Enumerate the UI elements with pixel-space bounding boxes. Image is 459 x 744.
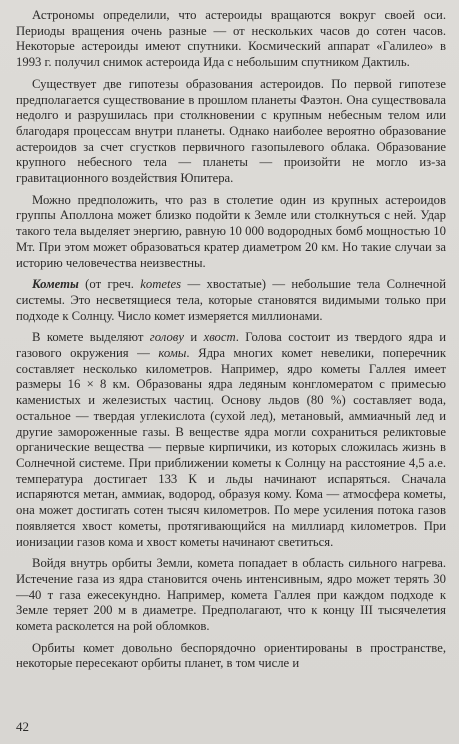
- text-content: [16, 8, 446, 672]
- paragraph-text: — хвостатые) — небольшие тела Солнечной системы. Это несветящиеся тела, которые становятся видимыми только при подходе к Солнцу. Число комет измеряется миллионами.: [16, 277, 446, 323]
- page-number: 42: [16, 719, 29, 734]
- paragraph-text: Можно предположить, что раз в столетие один из крупных астероидов группы Аполлона может близко подойти к Земле или столкнуться с ней. Удар такого тела выделяет энергию, равную 10 000 водородных бомб мощностью 10 Мт. При этом может образоваться кратер диаметром 20 км. Но такие случаи за историю человечества неизвестны.: [16, 192, 446, 270]
- paragraph-text: Войдя внутрь орбиты Земли, комета попадает в область сильного нагрева. Истечение газа из ядра становится очень интенсивным, ядро может терять 30—40 т газа ежесекундно. Например, комета Галлея при каждом подходе к Земле теряет 200 м в диаметре. Предполагают, что к концу III тысячелетия комета расколется на рой обломков.: [16, 556, 446, 634]
- term-comets: Кометы: [32, 277, 79, 292]
- paragraph-comets-definition: [16, 277, 446, 324]
- paragraph-text: Астрономы определили, что астероиды вращаются вокруг своей оси. Периоды вращения очень разные — от нескольких часов до сотен часов. Некоторые астероиды имеют спутники. Космический аппарат «Галилео» в 1993 г. получил снимок астероида Ида с небольшим спутником Дактиль.: [16, 8, 446, 70]
- paragraph-text: В комете выделяют: [32, 330, 150, 345]
- paragraph-comet-structure: [16, 330, 446, 550]
- paragraph-comet-heating: [16, 556, 446, 635]
- paragraph-apollo-impact-risk: [16, 193, 446, 272]
- paragraph-text: (от греч.: [78, 277, 141, 292]
- term-coma: комы: [158, 346, 187, 361]
- paragraph-text: . Голова состоит из твердого ядра и газового окружения —: [16, 330, 446, 361]
- paragraph-text: и: [183, 330, 204, 345]
- paragraph-asteroid-origin-hypotheses: [16, 77, 446, 187]
- term-kometes: kometes: [140, 277, 182, 292]
- paragraph-asteroid-rotation: [16, 8, 446, 71]
- paragraph-comet-orbits: [16, 641, 446, 672]
- paragraph-text: Существует две гипотезы образования астероидов. По первой гипотезе предполагается существование в прошлом планеты Фаэтон. Она существовала недолго и разрушилась при столкновении с крупным небесным телом или благодаря процессам внутри планеты. Однако наиболее вероятно образование астероидов за счет сгустков первичного газопылевого облака. Образование крупного небесного тела — планеты — произойти не могло из-за гравитационного воздействия Юпитера.: [16, 76, 446, 186]
- paragraph-text: . Ядра многих комет невелики, поперечник составляет несколько километров. Например, ядро кометы Галлея имеет размеры 16 × 8 км. Образованы ядра ледяным конгломератом с примесью каменистых и железистых частиц. Основу льдов (80 %) составляет вода, остальное — твердая углекислота (сухой лед), метановый, аммиачный лед и другие замороженные газы. В веществе ядра могли сохраниться реликтовые органические вещества — первые кирпичики, из которых сложилась жизнь в Солнечной системе. При приближении кометы к Солнцу на расстояние 4,5 а.е. температура достигает 133 К и льды начинают испаряться. Сначала испаряются метан, аммиак, водород, образуя кому. Кома — атмосфера кометы, она может достигать сотен тысяч километров. По мере усиления потока газов появляется хвост кометы, протягивающийся на миллиард километров. При ионизации газов кома и хвост кометы начинают светиться.: [16, 346, 446, 549]
- term-head: голову: [149, 330, 184, 345]
- term-tail: хвост: [203, 330, 236, 345]
- paragraph-text: Орбиты комет довольно беспорядочно ориентированы в пространстве, некоторые пересекают орбиты планет, в том числе и: [16, 640, 446, 671]
